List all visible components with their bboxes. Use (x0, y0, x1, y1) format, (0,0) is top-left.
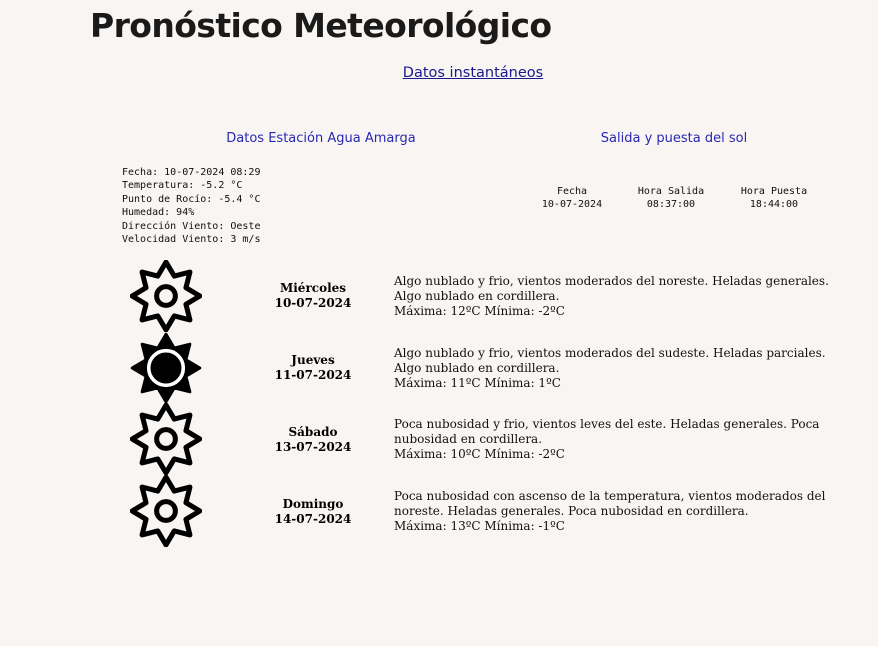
forecast-day-name: Domingo (282, 497, 344, 511)
station-humidity: Humedad: 94% (122, 207, 195, 219)
forecast-date: 10-07-2024 (274, 296, 352, 310)
sun-header-sunset: Hora Puesta (740, 186, 808, 197)
station-wind-speed: Velocidad Viento: 3 m/s (122, 234, 261, 246)
sun-value-date: 10-07-2024 (541, 199, 603, 211)
forecast-day-name: Sábado (288, 425, 338, 439)
forecast-day (263, 425, 363, 455)
sun-outline-icon (130, 260, 202, 332)
forecast-day-name: Jueves (291, 353, 335, 367)
forecast-text: Poca nubosidad con ascenso de la temperatura, vientos moderados del noreste. Heladas generales. Poca nubosidad en cordillera. (394, 489, 826, 518)
forecast-description (394, 417, 849, 462)
forecast-temps: Máxima: 10ºC Mínima: -2ºC (394, 447, 565, 461)
station-date: Fecha: 10-07-2024 08:29 (122, 167, 261, 178)
forecast-temps: Máxima: 12ºC Mínima: -2ºC (394, 304, 565, 318)
forecast-temps: Máxima: 11ºC Mínima: 1ºC (394, 376, 561, 390)
forecast-temps: Máxima: 13ºC Mínima: -1ºC (394, 519, 565, 533)
sun-col-sunset (724, 185, 824, 212)
sun-outline-icon (130, 475, 202, 547)
sun-value-sunrise: 08:37:00 (646, 199, 696, 211)
forecast-description (394, 346, 849, 391)
station-heading: Datos Estación Agua Amarga (226, 131, 416, 146)
station-temperature: Temperatura: -5.2 °C (122, 180, 243, 192)
forecast-text: Poca nubosidad y frio, vientos leves del este. Heladas generales. Poca nubosidad en cordillera. (394, 417, 820, 446)
sun-value-sunset: 18:44:00 (749, 199, 799, 211)
forecast-description (394, 489, 849, 534)
sun-col-sunrise (621, 185, 721, 212)
sun-col-date (522, 185, 622, 212)
forecast-text: Algo nublado y frio, vientos moderados del sudeste. Heladas parciales. Algo nublado en cordillera. (394, 346, 826, 375)
forecast-date: 11-07-2024 (274, 368, 352, 382)
station-data (122, 166, 260, 246)
sun-outline-icon (130, 403, 202, 475)
forecast-row (0, 403, 878, 475)
forecast-date: 14-07-2024 (274, 512, 352, 526)
sun-header-sunrise: Hora Salida (637, 186, 705, 197)
forecast-description (394, 274, 849, 319)
sun-header-date: Fecha (556, 186, 588, 197)
station-wind-direction: Dirección Viento: Oeste (122, 220, 261, 232)
forecast-day (263, 281, 363, 311)
sun-filled-icon (130, 332, 202, 404)
forecast-day (263, 353, 363, 383)
forecast-day-name: Miércoles (279, 281, 347, 295)
instant-data-link[interactable]: Datos instantáneos (402, 65, 544, 81)
sun-heading: Salida y puesta del sol (600, 131, 748, 146)
forecast-date: 13-07-2024 (274, 440, 352, 454)
station-dew-point: Punto de Rocío: -5.4 °C (122, 193, 261, 205)
forecast-row (0, 475, 878, 547)
page-title: Pronóstico Meteorológico (90, 6, 552, 45)
forecast-text: Algo nublado y frio, vientos moderados del noreste. Heladas generales. Algo nublado en cordillera. (394, 274, 829, 303)
forecast-day (263, 497, 363, 527)
forecast-row (0, 332, 878, 404)
forecast-row (0, 260, 878, 332)
